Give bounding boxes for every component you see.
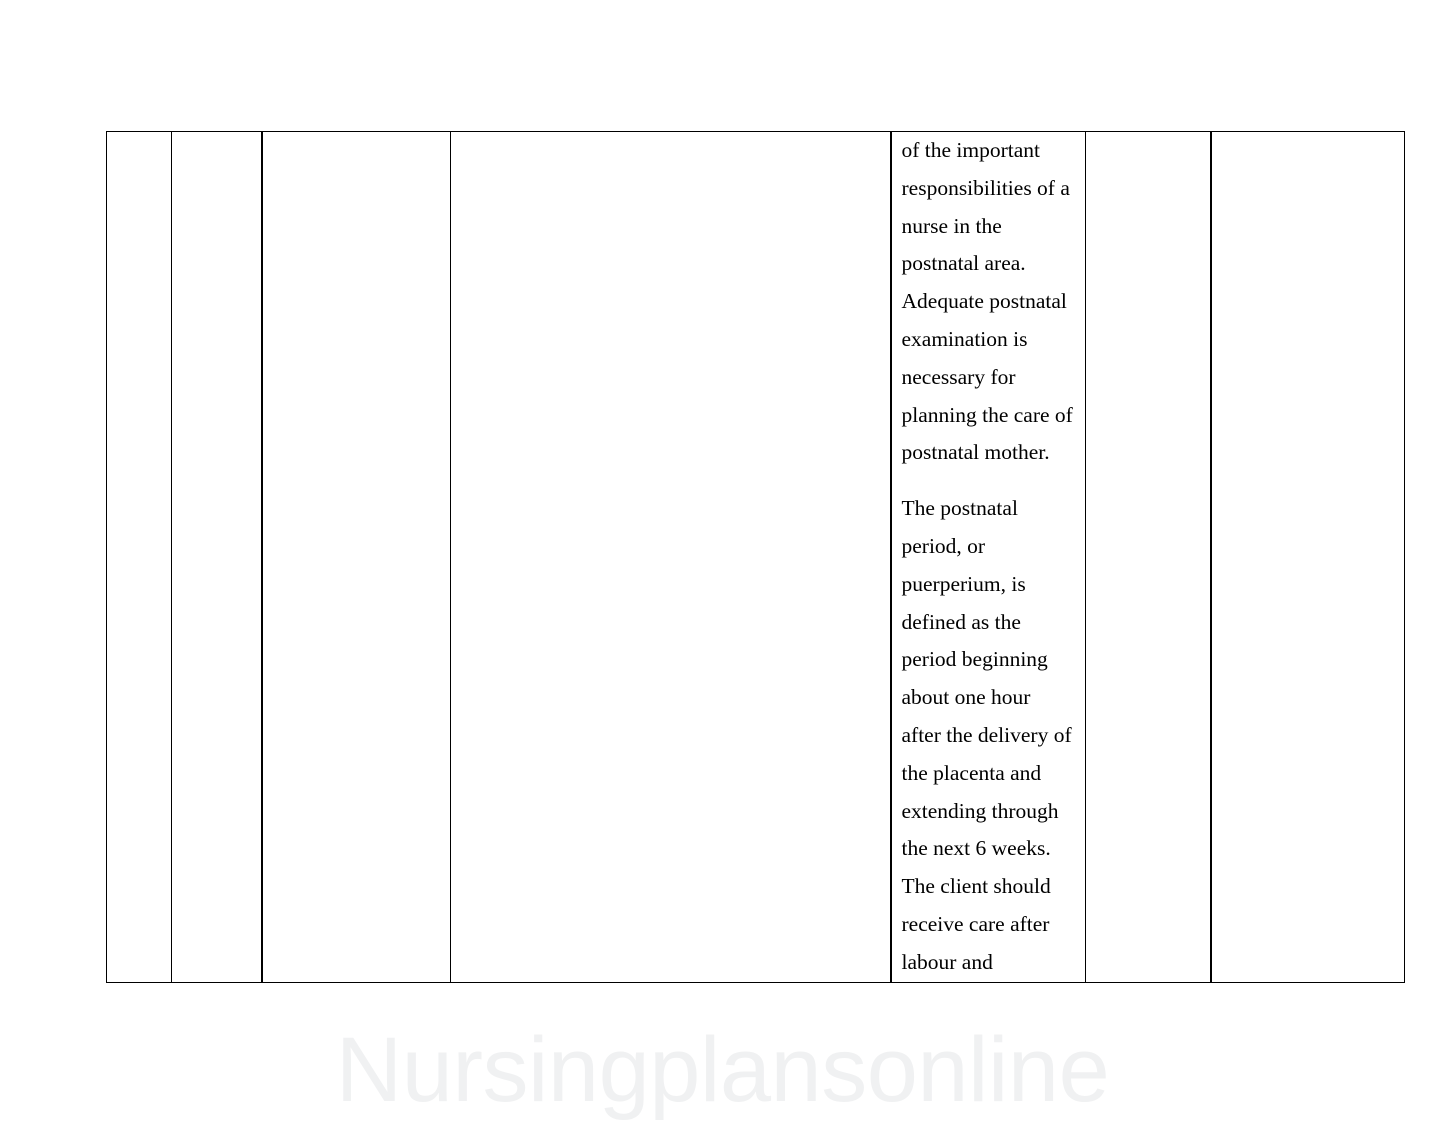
- table-cell-empty-7: [1211, 132, 1405, 983]
- table-cell-empty-6: [1086, 132, 1211, 983]
- rationale-paragraph-1: of the important responsibilities of a nurse in the postnatal area. Adequate postnatal examination is necessary for planning the care of postnatal mother.: [901, 138, 1073, 465]
- nursing-care-plan-table: [106, 131, 1405, 983]
- table-cell-empty-2: [172, 132, 262, 983]
- table-cell-empty-4: [451, 132, 891, 983]
- table-cell-empty-1: [107, 132, 172, 983]
- table-row: [107, 132, 1405, 983]
- watermark-text: Nursingplansonline: [335, 1019, 1110, 1121]
- rationale-cell: [891, 132, 1086, 983]
- table-cell-empty-3: [262, 132, 451, 983]
- rationale-paragraph-2: The postnatal period, or puerperium, is defined as the period beginning about one hour after the delivery of the placenta and extending through the next 6 weeks. The client should receive care after labour and: [901, 496, 1072, 974]
